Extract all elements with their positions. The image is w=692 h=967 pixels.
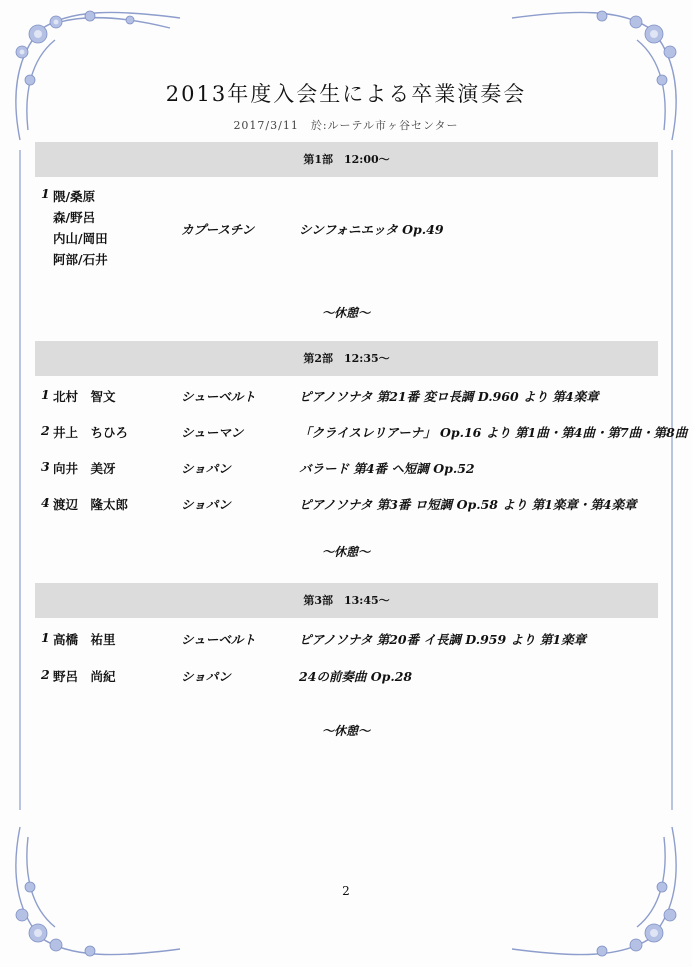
composer: ショパン [181, 497, 231, 512]
composer: ショパン [181, 669, 231, 684]
program-number: 2 [41, 667, 50, 682]
program-number: 1 [41, 630, 50, 645]
composer: ショパン [181, 461, 231, 476]
program-row [41, 667, 661, 689]
border-line-right [671, 150, 673, 810]
page-number: 2 [342, 884, 350, 898]
program-row [41, 387, 661, 409]
intermission-label: 〜休憩〜 [321, 306, 370, 320]
member-pair: 阿部/石井 [53, 252, 108, 267]
composer: シューマン [181, 425, 244, 440]
program-row [41, 423, 688, 445]
program-row [41, 630, 661, 652]
page-title: 2013年度入会生による卒業演奏会 [165, 82, 527, 106]
program-number: 1 [41, 186, 50, 201]
performer-name: 向井 美冴 [53, 461, 116, 476]
piece-title: シンフォニエッタ Op.49 [299, 222, 444, 237]
program-number: 1 [41, 387, 50, 402]
program-number: 3 [41, 459, 50, 474]
piece-title: ピアノソナタ 第3番 ロ短調 Op.58 より 第1楽章・第4楽章 [299, 497, 637, 512]
member-pair: 内山/岡田 [53, 231, 108, 246]
program-number: 4 [41, 495, 50, 510]
border-line-left [19, 150, 21, 810]
program-number: 2 [41, 423, 50, 438]
event-date-venue: 2017/3/11 於:ルーテル市ヶ谷センター [233, 119, 459, 132]
section-heading-2: 第2部 12:35〜 [35, 341, 658, 376]
piece-title: 24の前奏曲 Op.28 [299, 669, 413, 684]
member-pair: 隈/桑原 [53, 189, 96, 204]
composer: シューベルト [181, 389, 256, 404]
composer: カプースチン [181, 222, 255, 237]
composer: シューベルト [181, 632, 256, 647]
intermission-label: 〜休憩〜 [321, 724, 370, 738]
member-pair: 森/野呂 [53, 210, 96, 225]
intermission-label: 〜休憩〜 [321, 545, 370, 559]
piece-title: 「クライスレリアーナ」 Op.16 より 第1曲・第4曲・第7曲・第8曲 [299, 425, 688, 440]
piece-title: ピアノソナタ 第21番 変ロ長調 D.960 より 第4楽章 [299, 389, 599, 404]
performer-name: 高橋 祐里 [53, 632, 116, 647]
program-row [41, 459, 661, 481]
program-row [41, 495, 661, 517]
performer-name: 野呂 尚紀 [53, 669, 116, 684]
section-heading-3: 第3部 13:45〜 [35, 583, 658, 618]
performer-name: 井上 ちひろ [53, 425, 129, 440]
ensemble-members [41, 186, 108, 270]
performer-name: 北村 智文 [53, 389, 116, 404]
piece-title: バラード 第4番 ヘ短調 Op.52 [299, 461, 475, 476]
piece-title: ピアノソナタ 第20番 イ長調 D.959 より 第1楽章 [299, 632, 587, 647]
section-heading-1: 第1部 12:00〜 [35, 142, 658, 177]
performer-name: 渡辺 隆太郎 [53, 497, 129, 512]
